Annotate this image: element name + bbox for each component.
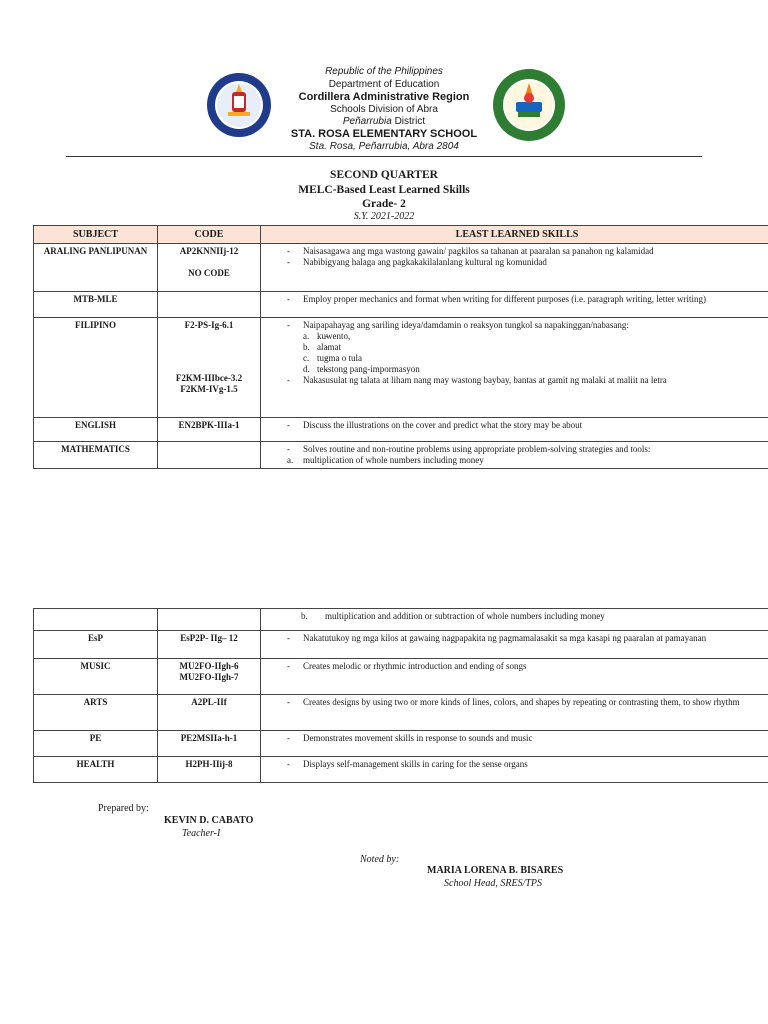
sub-text: multiplication and addition or subtraction of whole numbers including money — [325, 611, 605, 621]
code-cell: H2PH-IIij-8 — [158, 757, 261, 783]
prepared-by-label: Prepared by: — [98, 803, 149, 814]
skill-item: - Nakatutukoy ng mga kilos at gawaing nagpapakita ng pagmamalasakit sa mga kasapi ng paaralan at pamayanan — [265, 633, 768, 644]
sub-item — [265, 455, 768, 466]
sub-marker: b. — [301, 611, 308, 621]
skills-cell — [261, 609, 768, 631]
sub-marker: - c. — [303, 353, 310, 363]
skills-cell — [261, 244, 768, 292]
skill-item — [265, 320, 768, 375]
skills-cell — [261, 695, 768, 731]
header-address: Sta. Rosa, Peñarrubia, Abra 2804 — [309, 141, 459, 152]
sub-text: alamat — [317, 342, 341, 352]
sub-marker: a. — [287, 455, 294, 465]
skills-cell — [261, 318, 768, 418]
table-row — [34, 318, 768, 418]
header-subject: SUBJECT — [34, 226, 158, 244]
skill-item: - Employ proper mechanics and format when writing for different purposes (i.e. paragraph writing, letter writing) — [265, 294, 768, 305]
sub-item — [303, 342, 768, 353]
header-skills: LEAST LEARNED SKILLS — [261, 226, 768, 244]
subject-cell: PE — [34, 731, 158, 757]
code-value: F2-PS-Ig-6.1 — [184, 320, 234, 330]
skill-item: - Nabibigyang halaga ang pagkakakilalanlang kultural ng komunidad — [265, 257, 768, 268]
code-cell: EN2BPK-IIIa-1 — [158, 418, 261, 442]
table-row — [34, 418, 768, 442]
skill-item: - Solves routine and non-routine problems using appropriate problem-solving strategies and tools: — [265, 444, 768, 455]
sub-item — [303, 364, 768, 375]
header-department: Department of Education — [328, 79, 440, 90]
code-cell: EsP2P- IIg– 12 — [158, 631, 261, 659]
skill-item: - Demonstrates movement skills in response to sounds and music — [265, 733, 768, 744]
subject-cell: EsP — [34, 631, 158, 659]
skills-table-page1 — [33, 225, 768, 469]
subject-cell: MTB-MLE — [34, 292, 158, 318]
sub-item — [303, 331, 768, 342]
code-cell: A2PL-IIf — [158, 695, 261, 731]
subject-cell: HEALTH — [34, 757, 158, 783]
subject-cell — [34, 609, 158, 631]
table-row — [34, 609, 768, 631]
skill-item: - Naisasagawa ang mga wastong gawain/ pagkilos sa tahanan at paaralan sa panahon ng kalamidad — [265, 246, 768, 257]
table-row — [34, 244, 768, 292]
skills-cell — [261, 418, 768, 442]
table-row — [34, 631, 768, 659]
code-cell — [158, 442, 261, 469]
sub-text: kuwento, — [317, 331, 351, 341]
skill-item: - Creates melodic or rhythmic introduction and ending of songs — [265, 661, 768, 672]
title-subtitle: MELC-Based Least Learned Skills — [298, 184, 470, 196]
prepared-by-title: Teacher-I — [182, 828, 221, 839]
table-header-row — [34, 226, 768, 244]
skill-item: - Nakasusulat ng talata at liham nang may wastong baybay, bantas at gamit ng malaki at maliit na letra — [265, 375, 768, 386]
header-code: CODE — [158, 226, 261, 244]
skills-cell — [261, 631, 768, 659]
sub-marker: - a. — [303, 331, 310, 341]
title-school-year: S.Y. 2021-2022 — [353, 211, 415, 222]
header-district — [0, 116, 768, 128]
code-cell: PE2MSIIa-h-1 — [158, 731, 261, 757]
code-cell — [158, 292, 261, 318]
noted-by-name: MARIA LORENA B. BISARES — [427, 865, 564, 876]
code-cell — [158, 244, 261, 292]
skills-cell — [261, 442, 768, 469]
table-row — [34, 292, 768, 318]
code-value: NO CODE — [188, 268, 230, 278]
sub-item — [303, 353, 768, 364]
skills-cell — [261, 731, 768, 757]
subject-cell: MATHEMATICS — [34, 442, 158, 469]
code-value: F2KM-IIIbce-3.2 — [175, 373, 243, 383]
sub-text: tekstong pang-impormasyon — [317, 364, 420, 374]
skill-text: Naipapahayag ang sariling ideya/damdamin o reaksyon tungkol sa napakinggan/nabasang: — [303, 320, 629, 330]
subject-cell: MUSIC — [34, 659, 158, 695]
subject-cell: ARTS — [34, 695, 158, 731]
code-cell — [158, 659, 261, 695]
skills-cell — [261, 292, 768, 318]
subject-cell: FILIPINO — [34, 318, 158, 418]
code-value: AP2KNNIIj-12 — [179, 246, 239, 256]
sub-item — [265, 611, 768, 622]
table-row — [34, 442, 768, 469]
sub-text: tugma o tula — [317, 353, 362, 363]
header-region: Cordillera Administrative Region — [298, 91, 470, 103]
subject-cell: ENGLISH — [34, 418, 158, 442]
district-name: Peñarrubia — [342, 116, 392, 127]
title-quarter: SECOND QUARTER — [330, 169, 438, 181]
noted-by-label: Noted by: — [360, 854, 400, 865]
district-word: District — [394, 116, 426, 127]
subject-cell: ARALING PANLIPUNAN — [34, 244, 158, 292]
skill-item: - Discuss the illustrations on the cover and predict what the story may be about — [265, 420, 768, 431]
skills-cell — [261, 757, 768, 783]
table-row — [34, 695, 768, 731]
code-value: MU2FO-IIgh-7 — [179, 672, 239, 682]
header-republic: Republic of the Philippines — [325, 66, 443, 77]
prepared-by-name: KEVIN D. CABATO — [164, 815, 254, 826]
skill-item: - Displays self-management skills in caring for the sense organs — [265, 759, 768, 770]
noted-by-title: School Head, SRES/TPS — [444, 878, 543, 889]
code-cell — [158, 609, 261, 631]
skills-table-page2 — [33, 608, 768, 783]
title-grade: Grade- 2 — [362, 198, 406, 210]
sub-text: multiplication of whole numbers including money — [303, 455, 484, 465]
code-cell — [158, 318, 261, 418]
table-row — [34, 731, 768, 757]
skill-item: - Creates designs by using two or more kinds of lines, colors, and shapes by repeating or contrasting them, to show rhythm — [265, 697, 768, 708]
table-row — [34, 757, 768, 783]
table-row — [34, 659, 768, 695]
code-value: MU2FO-IIgh-6 — [179, 661, 239, 671]
header-divider — [66, 156, 702, 157]
header-school: STA. ROSA ELEMENTARY SCHOOL — [290, 128, 478, 140]
sub-marker: - d. — [303, 364, 310, 374]
code-value: F2KM-IVg-1.5 — [180, 384, 238, 394]
skills-cell — [261, 659, 768, 695]
sub-marker: - b. — [303, 342, 310, 352]
header-division: Schools Division of Abra — [330, 104, 438, 115]
